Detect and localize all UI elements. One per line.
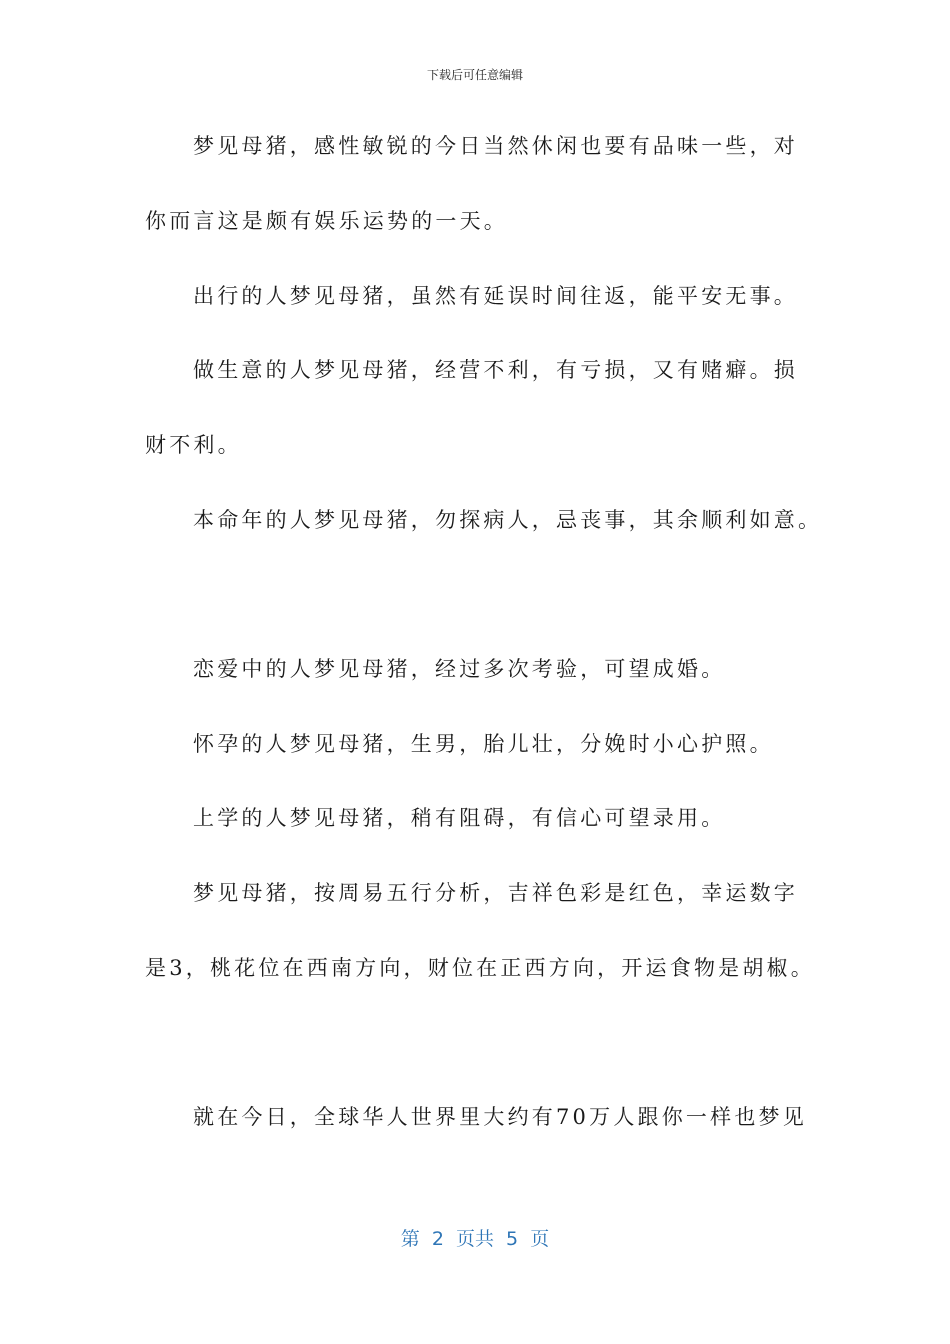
footer-suffix: 页 <box>530 1228 550 1250</box>
paragraph-line: 财不利。 <box>145 433 242 457</box>
page-footer <box>0 1227 950 1251</box>
paragraph-line: 本命年的人梦见母猪，勿探病人，忌丧事，其余顺利如意。 <box>193 508 823 532</box>
footer-prefix: 第 <box>400 1228 420 1250</box>
paragraph-line: 上学的人梦见母猪，稍有阻碍，有信心可望录用。 <box>193 806 726 830</box>
paragraph-line: 出行的人梦见母猪，虽然有延误时间往返，能平安无事。 <box>193 284 798 308</box>
paragraph-line: 就在今日，全球华人世界里大约有70万人跟你一样也梦见 <box>193 1105 807 1129</box>
paragraph-line: 你而言这是颇有娱乐运势的一天。 <box>145 209 508 233</box>
page-header: 下载后可任意编辑 <box>426 68 523 82</box>
footer-middle: 页共 <box>455 1228 494 1250</box>
paragraph-line: 梦见母猪，感性敏锐的今日当然休闲也要有品味一些，对 <box>193 134 798 158</box>
paragraph-line: 怀孕的人梦见母猪，生男，胎儿壮，分娩时小心护照。 <box>193 732 774 756</box>
footer-total-pages: 5 <box>506 1228 519 1250</box>
paragraph-line: 做生意的人梦见母猪，经营不利，有亏损，又有赌癖。损 <box>193 358 798 382</box>
footer-current-page: 2 <box>431 1228 444 1250</box>
paragraph-line: 是3，桃花位在西南方向，财位在正西方向，开运食物是胡椒。 <box>145 956 815 980</box>
paragraph-line: 梦见母猪，按周易五行分析，吉祥色彩是红色，幸运数字 <box>193 881 798 905</box>
paragraph-line: 恋爱中的人梦见母猪，经过多次考验，可望成婚。 <box>193 657 726 681</box>
